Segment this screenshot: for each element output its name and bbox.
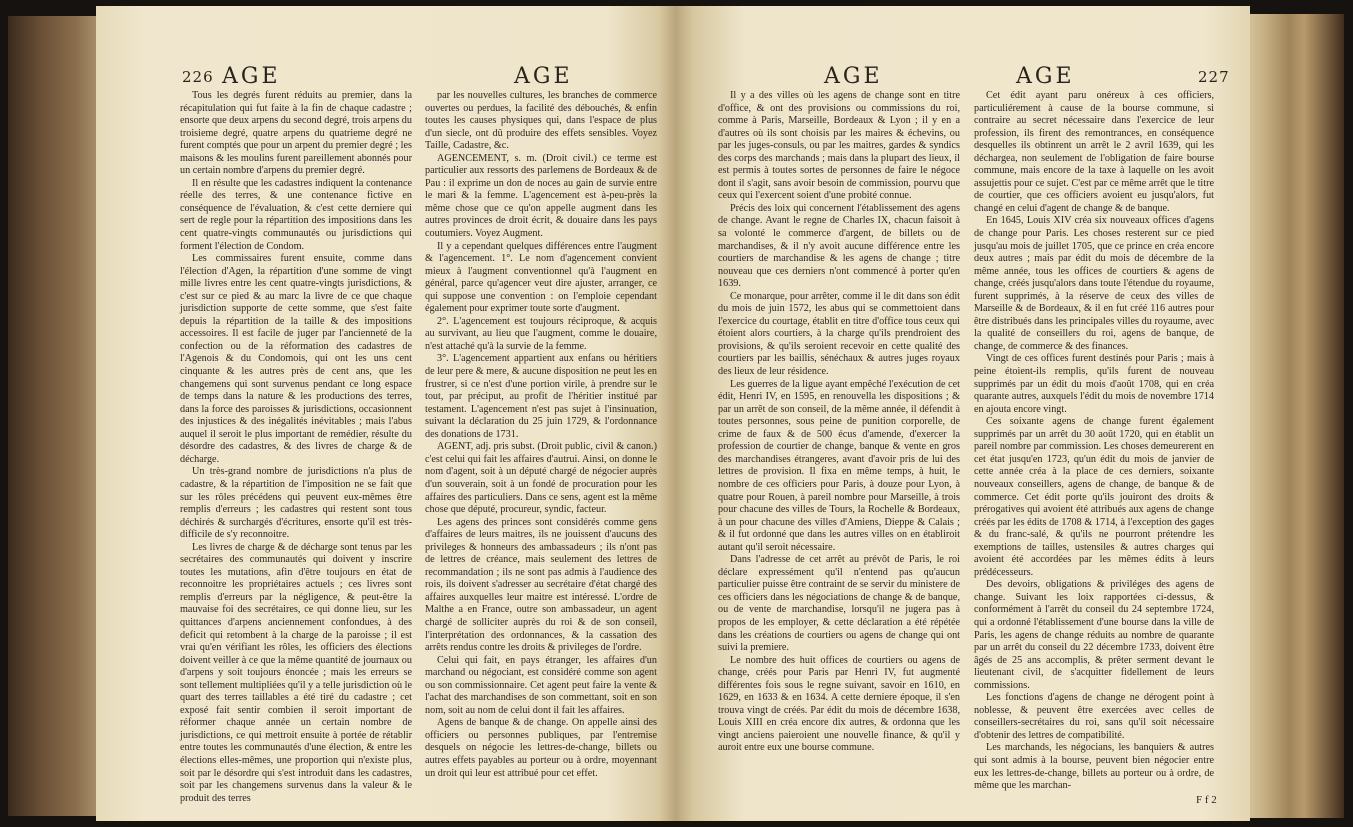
right-page-header (676, 64, 1250, 90)
page-number: 227 (1198, 68, 1230, 86)
paragraph: Le nombre des huit offices de courtiers ou agens de change, créés pour Paris par Henri IV, fut augmenté différentes fois sous le regne suivant, savoir en 1610, en 1629, en 1633 & en 1634. A cette derniere époque, il s'en trouva vingt de créés. Par édit du mois de décembre 1638, Louis XIII en créa encore dix autres, & ordonna que les vingt anciens paieroient une nouvelle finance, & qu'il y auroit entre eux une bourse commune. (718, 654, 960, 754)
paragraph: Un très-grand nombre de jurisdictions n'a plus de cadastre, & la répartition de l'imposition ne se fait que sur les rôles précédens qui peuvent eux-mêmes être remplis d'erreurs ; les cadastres qui restent sont tous déchirés & surchargés d'écritures, ensorte qu'il est très-difficile de s'y reconnoitre. (180, 466, 412, 541)
paragraph: Les marchands, les négocians, les banquiers & autres qui sont admis à la bourse, peuvent bien négocier entre eux les lettres-de-change, billets au porteur ou à ordre, de même que les marchan- (974, 742, 1214, 792)
paragraph: 2°. L'agencement est toujours réciproque, & acquis au survivant, au lieu que l'augment, comme le douaire, n'est attaché qu'à la survie de la femme. (425, 315, 657, 352)
left-page-stack (8, 16, 104, 816)
paragraph: Agens de banque & de change. On appelle ainsi des officiers ou personnes publiques, par l'entremise desquels on négocie les lettres-de-change, billets ou autres effets payables au porteur ou à ordre, moyennant un droit qui leur est attribué pour cet effet. (425, 717, 657, 779)
right-page (676, 6, 1250, 821)
paragraph: Il y a des villes où les agens de change sont en titre d'office, & ont des provisions ou commissions du roi, comme à Paris, Marseille, Bordeaux & Lyon ; il y en a d'autres où ils sont choisis par les maires & échevins, ou par les juges-consuls, ou par les maitres, gardes & syndics des corps des marchands ; mais dans la plupart des lieux, il est permis à toutes sortes de personnes de faire le négoce dont il s'agit, sans avoir besoin de commission, pourvu que ceux qui l'exercent soient d'une probité connue. (718, 90, 960, 202)
paragraph: Il en résulte que les cadastres indiquent la contenance réelle des terres, & une contenance fictive en conséquence de l'évaluation, & c'est cette derniere qui sert de regle pour la répartition des impositions dans les cent quatre-vingts communautés ou jurisdictions qui forment l'élection de Condom. (180, 177, 412, 252)
text-column (718, 90, 960, 790)
paragraph: Les agens des princes sont considérés comme gens d'affaires de leurs maitres, ils ne jouissent d'aucuns des privileges & honneurs des ambassadeurs ; ils n'ont pas de lettres de créance, mais seulement des lettres de recommandation ; ils ne sont pas admis à l'audience des rois, ils doivent s'adresser au secrétaire d'état chargé des affaires auxquelles leur maitre est intéressé. L'ordre de Malthe a en France, outre son ambassadeur, un agent chargé de solliciter auprès du roi & de son conseil, l'interprétation des ordonnances, & la cassation des arrêts rendus contre les droits & privileges de l'ordre. (425, 516, 657, 654)
paragraph: Vingt de ces offices furent destinés pour Paris ; mais à peine étoient-ils remplis, qu'ils furent de nouveau supprimés par un édit du mois d'août 1708, qui en créa quarante autres, auxquels l'édit du mois de novembre 1714 en ajouta encore vingt. (974, 353, 1214, 415)
running-head: AGE (514, 64, 573, 89)
text-column (425, 90, 657, 790)
text-column (180, 90, 412, 804)
paragraph: Tous les degrés furent réduits au premier, dans la récapitulation qui fut faite à la fin de chaque cadastre ; ensorte que deux arpens du second degré, trois arpens du troisieme degré, quatre arpens du quatrieme degré ne furent comptés que pour un arpent du premier degré ; les maisons & les moulins furent pareillement abonnés pour un certain nombre d'arpens du premier degré. (180, 90, 412, 177)
page-number: 226 (182, 68, 214, 86)
text-column (974, 90, 1214, 790)
left-page (96, 6, 676, 821)
paragraph: Cet édit ayant paru onéreux à ces officiers, particuliérement à cause de la bourse commune, si contraire au secret nécessaire dans l'exercice de leur profession, ils firent des remontrances, en conséquence desquelles ils obtinrent un arrêt le 2 avril 1639, qui les déchargea, non seulement de l'obligation de faire bourse commune, mais encore de la taxe à laquelle on les avoit assujettis pour ce sujet. C'est par ce même arrêt que le titre de courtier, que ces officiers avoient eu jusqu'alors, fut changé en celui d'agent de change & de banque. (974, 90, 1214, 214)
paragraph: AGENCEMENT, s. m. (Droit civil.) ce terme est particulier aux ressorts des parlemens de Bordeaux & de Pau : il exprime un don de noces au gain de survie entre le mari & la femme. L'agencement est à-peu-près la même chose que ce qu'on appelle augment dans les autres provinces de droit écrit, & douaire dans les pays coutumiers. Voyez Augment. (425, 152, 657, 240)
paragraph: 3°. L'agencement appartient aux enfans ou héritiers de leur pere & mere, & aucune disposition ne peut les en frustrer, si ce n'est d'une portion virile, à prendre sur le tout, par préciput, au profit de l'héritier institué par testament. L'agencement n'est pas sujet à l'insinuation, suivant la déclaration du 25 juin 1729, & l'ordonnance des donations de 1731. (425, 353, 657, 440)
paragraph: Des devoirs, obligations & priviléges des agens de change. Suivant les loix rapportées ci-dessus, & conformément à l'arrêt du conseil du 24 septembre 1724, qui a ordonné l'établissement d'une bourse dans la ville de Paris, les agens de change réduits au nombre de quarante par un arrêt du conseil du 22 décembre 1733, doivent être âgés de 25 ans accomplis, & prêter serment devant le lieutenant civil, de s'acquitter fidellement de leurs commissions. (974, 579, 1214, 691)
paragraph: AGENT, adj. pris subst. (Droit public, civil & canon.) c'est celui qui fait les affaires d'autrui. Ainsi, on donne le nom d'agent, soit à un député chargé de négocier auprès d'un souverain, soit à un fondé de procuration pour les affaires des particuliers. Dans ce sens, agent est la même chose que député, procureur, syndic, facteur. (425, 441, 657, 516)
paragraph: Celui qui fait, en pays étranger, les affaires d'un marchand ou négociant, est considéré comme son agent ou son commissionnaire. Cet agent peut faire la vente & l'achat des marchandises de son commettant, soit en son nom, soit au nom de celui dont il fait les affaires. (425, 654, 657, 716)
running-head: AGE (824, 64, 883, 89)
paragraph: Les livres de charge & de décharge sont tenus par les secrétaires des communautés qui doivent y inscrire toutes les mutations, afin d'être toujours en état de reconnoitre les propriétaires actuels ; ces livres sont remplis d'erreurs par la négligence, & peut-être la mauvaise foi des secrétaires, ce qui donne lieu, sur les quittances d'arpens anciennement confondues, à des deficit qui retombent à la charge de la paroisse ; il est vrai qu'en vérifiant les rôles, les officiers des élections doivent veiller à ce que la même quantité de journaux ou d'arpens y soit toujours énoncée ; mais les erreurs se sont tellement multipliées qu'il y a telle jurisdiction où le quart des terres taillables a été tiré du cadastre ; cet exposé fait sentir combien il seroit important de réformer chaque année un certain nombre de jurisdictions, ce qui mettroit ensuite à portée de rétablir entre toutes les communautés d'une élection, & entre les élections elles-mêmes, une proportion qui n'existe plus, soit par le désordre qui s'est introduit dans les cadastres, soit par les changemens survenus dans la valeur & le produit des terres (180, 541, 412, 804)
running-head: AGE (1016, 64, 1075, 89)
paragraph: Dans l'adresse de cet arrêt au prévôt de Paris, le roi déclare expressément qu'il n'entend pas qu'aucun particulier puisse être contraint de se servir du ministere de ces officiers dans les négociations de change & de banque, ou de vente de marchandise, lorsqu'il ne jugera pas à propos de les employer, & cette déclaration a été répétée dans les créations de courtiers ou agens de change qui ont suivi la premiere. (718, 554, 960, 654)
right-page-stack (1244, 14, 1344, 818)
paragraph: Il y a cependant quelques différences entre l'augment & l'agencement. 1°. Le nom d'agencement convient mieux à l'augment conventionnel qu'à l'augment en général, parce qu'agencer veut dire ajuster, arranger, ce qui suppose une convention : on l'emploie cependant également pour exprimer toute sorte d'augment. (425, 240, 657, 315)
open-book (8, 6, 1344, 821)
paragraph: Les fonctions d'agens de change ne dérogent point à noblesse, & peuvent être exercées avec celles de conseillers-secrétaires du roi, sans qu'il soit nécessaire d'obtenir des lettres de compatibilité. (974, 692, 1214, 741)
paragraph: Les guerres de la ligue ayant empêché l'exécution de cet édit, Henri IV, en 1595, en renouvella les dispositions ; & par un arrêt de son conseil, de la même année, il défendit à toutes personnes, sous peine de punition corporelle, de crime de faux & de 500 écus d'amende, d'exercer la profession de courtier de change, banque & vente en gros des marchandises étrangeres, avant d'avoir pris de lui des lettres de provision. Il fixa en même temps, à huit, le nombre de ces officiers pour Paris, à douze pour Lyon, à quatre pour Rouen, à pareil nombre pour Marseille, à trois pour chacune des villes de Tours, la Rochelle & Bordeaux, à un pour chacune des villes d'Amiens, Dieppe & Calais ; & il fut ordonné que dans les autres villes on en établiroit autant qu'il seroit nécessaire. (718, 378, 960, 553)
paragraph: Précis des loix qui concernent l'établissement des agens de change. Avant le regne de Charles IX, chacun faisoit à sa volonté le commerce d'argent, de billets ou de marchandises, & il n'y avoit aucune différence entre les courtiers de marchandise & les agens de change ; titre nouveau que ces derniers n'ont commencé à porter qu'en 1639. (718, 202, 960, 290)
paragraph: par les nouvelles cultures, les branches de commerce ouvertes ou perdues, la facilité des débouchés, & enfin toutes les causes physiques qui, dans l'espace de plus d'un siecle, ont dû produire des effets sensibles. Voyez Taille, Cadastre, &c. (425, 90, 657, 152)
signature-mark: F f 2 (1196, 794, 1217, 806)
running-head: AGE (222, 64, 281, 89)
paragraph: Ce monarque, pour arrêter, comme il le dit dans son édit du mois de juin 1572, les abus qui se commettoient dans l'exercice du courtage, établit en titre d'office tous ceux qui étoient alors courtiers, à la charge qu'ils prendroient des provisions, & qu'ils seroient recevoir en cette qualité des courtiers par les baillis, sénéchaux & autres juges royaux des lieux de leur résidence. (718, 290, 960, 378)
paragraph: Les commissaires furent ensuite, comme dans l'élection d'Agen, la répartition d'une somme de vingt mille livres entre les cent quatre-vingts jurisdictions, & c'est sur ce pied & au marc la livre de ce que chaque jurisdiction supporte de cette somme, que s'est faite depuis la répartition de la taille & des impositions accessoires. Il est facile de juger par l'ancienneté de la confection ou de la réformation des cadastres de l'Agenois & du Condomois, qui ont les uns cent cinquante & les autres près de cent ans, que les changemens qui sont survenus pendant ce long espace de temps dans la nature & les productions des terres, dans la force des paroisses & jurisdictions, occasionnent des injustices & des inégalités inévitables ; mais l'abus auquel il seroit le plus important de remédier, résulte du désordre des cadastres, & des livres de charge & de décharge. (180, 253, 412, 465)
paragraph: Ces soixante agens de change furent également supprimés par un arrêt du 30 août 1720, qui en établit un pareil nombre par commission. Les choses demeurerent en cet état jusqu'en 1723, qu'un édit du mois de janvier de cette année créa à la place de ces derniers, soixante nouveaux conseillers, agens de change, de banque & de commerce. Cet édit porte qu'ils jouiront des droits & prérogatives qui avoient été attribués aux agens de change créés par les édits de 1708 & 1714, à l'exception des gages & du franc-salé, & qu'ils ne pourront prétendre les exemptions de tailles, ustensiles & autres charges qui avoient été accordées par les mêmes édits à leurs prédécesseurs. (974, 416, 1214, 578)
left-page-header (96, 64, 676, 90)
paragraph: En 1645, Louis XIV créa six nouveaux offices d'agens de change pour Paris. Les choses resterent sur ce pied jusqu'au mois de juillet 1705, que ce prince en créa encore deux autres ; mais par édit du mois de décembre de la même année, tous les offices de courtiers & agens de change, créés jusqu'alors dans toute l'étendue du royaume, furent supprimés, à la réserve de ceux des villes de Marseille & de Bordeaux, & il en fut créé 116 autres pour être distribués dans les principales villes du royaume, avec la qualité de conseillers du roi, agens de banque, de change, de commerce & des finances. (974, 215, 1214, 352)
